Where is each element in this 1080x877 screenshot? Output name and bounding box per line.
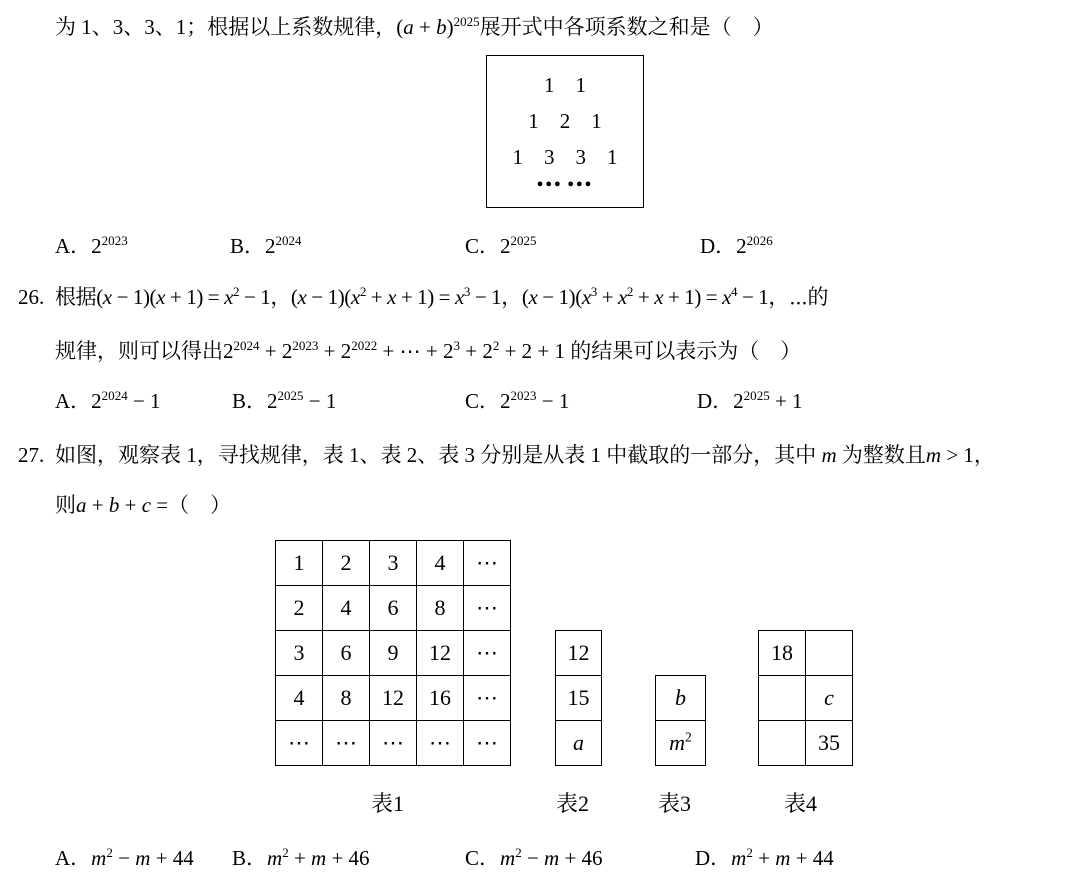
table1 — [275, 540, 511, 766]
pascal-row-1: 1 1 — [544, 73, 586, 97]
table4-empty-cell — [759, 721, 806, 766]
pascal-row-2: 1 2 1 — [528, 109, 602, 133]
table1-cell-r2c3: 12 — [417, 631, 464, 676]
table1-cell-r4c2: ⋯ — [370, 721, 417, 766]
table4 — [758, 630, 853, 766]
table2-label: 表2 — [556, 791, 590, 816]
table1-cell-r2c2: 9 — [370, 631, 417, 676]
q27-number: 27. — [18, 443, 45, 467]
q26-line2: 规律，则可以得出$2^{2024} + 2^{2023} + 2^{2022}$ + ⋯ + $2^3 + 2^2 + 2 + 1$ 的结果可以表示为（ ） — [55, 338, 802, 363]
q27-option-b: B．$m^2 + m + 46$ — [232, 845, 370, 870]
q25-option-b: B．$2^{2024}$ — [230, 233, 302, 258]
table4-ghost-cell — [806, 631, 853, 676]
table1-cell-r4c4: ⋯ — [464, 721, 511, 766]
table1-cell-r0c1: 2 — [323, 541, 370, 586]
q26-option-b: B．$2^{2025} - 1$ — [232, 388, 337, 413]
table1-cell-r3c3: 16 — [417, 676, 464, 721]
table4-cell-35: 35 — [806, 721, 853, 766]
table2-cell-2: a — [556, 721, 602, 766]
table1-cell-r3c0: 4 — [276, 676, 323, 721]
q26-option-a: A．$2^{2024} - 1$ — [55, 388, 161, 413]
q25-option-a: A．$2^{2023}$ — [55, 233, 128, 258]
table1-cell-r3c2: 12 — [370, 676, 417, 721]
table2 — [555, 630, 602, 766]
q25-option-c: C．$2^{2025}$ — [465, 233, 537, 258]
table3-cell-0: b — [656, 676, 706, 721]
table4-empty-cell — [759, 676, 806, 721]
table1-cell-r0c2: 3 — [370, 541, 417, 586]
q26-option-c: C．$2^{2023} - 1$ — [465, 388, 570, 413]
table1-cell-r0c3: 4 — [417, 541, 464, 586]
table1-cell-r1c2: 6 — [370, 586, 417, 631]
table1-cell-r4c1: ⋯ — [323, 721, 370, 766]
table1-cell-r2c0: 3 — [276, 631, 323, 676]
table1-cell-r2c4: ⋯ — [464, 631, 511, 676]
table1-row — [276, 631, 511, 676]
table1-label: 表1 — [371, 791, 405, 816]
table1-cell-r1c3: 8 — [417, 586, 464, 631]
q26-line1: 根据$(x - 1)(x + 1) = x^2 - 1$，$(x - 1)(x^2 + x + 1) = x^3 - 1$，$(x - 1)(x^3 + x^2 + x + 1) = x^4 - 1$，⋯的 — [55, 284, 829, 309]
table1-row — [276, 676, 511, 721]
q27-line2: 则a + b + c =（ ） — [55, 493, 232, 517]
table4-cell-18: 18 — [759, 631, 806, 676]
table1-cell-r0c0: 1 — [276, 541, 323, 586]
table1-cell-r1c0: 2 — [276, 586, 323, 631]
table1-cell-r1c1: 4 — [323, 586, 370, 631]
table2-cell-0: 12 — [556, 631, 602, 676]
q25-option-d: D．$2^{2026}$ — [700, 233, 773, 258]
table1-cell-r3c4: ⋯ — [464, 676, 511, 721]
table3-label: 表3 — [658, 791, 692, 816]
pascal-triangle-figure — [486, 55, 644, 208]
pascal-ellipsis-dots: ●●● ●●● — [536, 178, 594, 190]
table1-cell-r4c3: ⋯ — [417, 721, 464, 766]
table1-cell-r2c1: 6 — [323, 631, 370, 676]
table3-cell-1: $m^2$ — [656, 721, 706, 766]
table1-row — [276, 586, 511, 631]
table4-cell-c: c — [806, 676, 853, 721]
table3 — [655, 675, 706, 766]
q27-option-a: A．$m^2 - m + 44$ — [55, 845, 194, 870]
table1-cell-r0c4: ⋯ — [464, 541, 511, 586]
table1-cell-r1c4: ⋯ — [464, 586, 511, 631]
table1-cell-r4c0: ⋯ — [276, 721, 323, 766]
q27-option-c: C．$m^2 - m + 46$ — [465, 845, 603, 870]
table4-label: 表4 — [784, 791, 818, 816]
q25-text-line: 为 1、3、3、1；根据以上系数规律，$(a + b)^{2025}$展开式中各项系数之和是（ ） — [55, 14, 774, 39]
q27-option-d: D．$m^2 + m + 44$ — [695, 845, 834, 870]
table2-cell-1: 15 — [556, 676, 602, 721]
table1-row — [276, 721, 511, 766]
table1-cell-r3c1: 8 — [323, 676, 370, 721]
q26-number: 26. — [18, 285, 45, 309]
q26-option-d: D．$2^{2025} + 1$ — [697, 388, 803, 413]
table1-row — [276, 541, 511, 586]
pascal-row-3: 1 3 3 1 — [512, 145, 618, 169]
q27-line1: 如图，观察表 1，寻找规律，表 1、表 2、表 3 分别是从表 1 中截取的一部分，其中 m 为整数且m > 1， — [55, 443, 995, 467]
